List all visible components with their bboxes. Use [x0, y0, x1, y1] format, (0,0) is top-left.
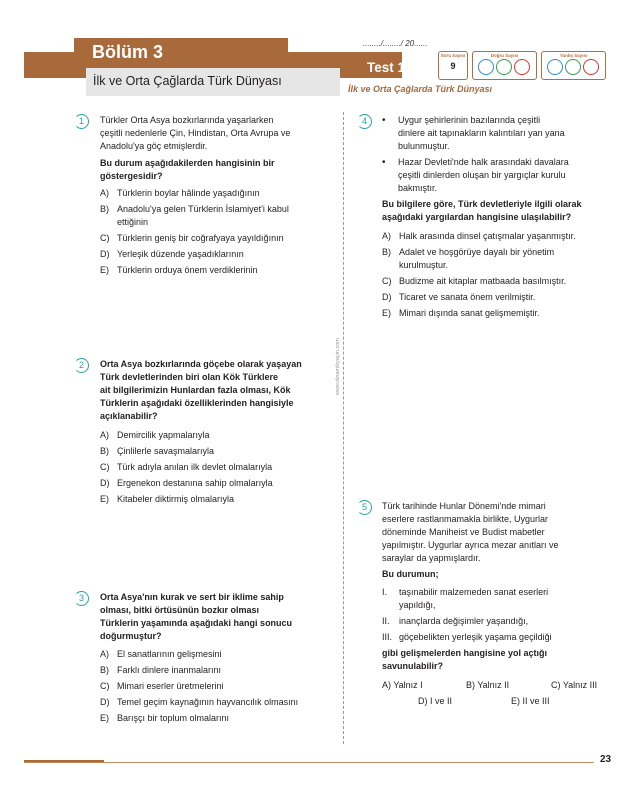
q5-option-c[interactable]: C) Yalnız III: [551, 680, 598, 690]
q4-option-letter: E): [382, 308, 391, 318]
q5-lead: Bu durumun;: [382, 569, 439, 579]
q2-option-letter: D): [100, 478, 110, 488]
correct-count-label: Doğru Sayısı: [490, 53, 519, 58]
q2-option-letter: E): [100, 494, 109, 504]
q2-question-line: açıklanabilir?: [100, 411, 158, 421]
q4-option-letter: A): [382, 231, 391, 241]
q5-stem-line: döneminde Maniheist ve Budist mabetler: [382, 527, 545, 537]
q2-option-a[interactable]: Demircilik yapmalarıyla: [117, 430, 210, 440]
q5-option-b[interactable]: B) Yalnız II: [466, 680, 510, 690]
q1-option-b-cont[interactable]: ettiğinin: [117, 217, 149, 227]
question-count-label: Soru Sayısı: [440, 53, 466, 58]
q2-question-line: ait bilgilerimizin Hunlardan fazla olması, Kök: [100, 385, 291, 395]
q5-item-2: inançlarda değişimler yaşandığı,: [399, 616, 529, 626]
footer-line: [24, 762, 594, 763]
q3-option-letter: C): [100, 681, 110, 691]
q5-item-3: göçebelikten yerleşik yaşama geçildiği: [399, 632, 552, 642]
q5-stem-line: yapılmıştır. Uygurlar ayrıca mezar anıtları ve: [382, 540, 559, 550]
footer-accent: [24, 760, 104, 762]
q3-question-line: olması, bitki örtüsünün bozkır olması: [100, 605, 260, 615]
q2-option-d[interactable]: Ergenekon destanına sahip olmalarıyla: [117, 478, 273, 488]
q2-option-b[interactable]: Çinlilerle savaşmalarıyla: [117, 446, 215, 456]
q5-item-numeral: II.: [382, 616, 390, 626]
q4-option-letter: B): [382, 247, 391, 257]
test-label: Test 1: [367, 60, 406, 75]
q5-question-line: gibi gelişmelerden hangisine yol açtığı: [382, 648, 548, 658]
column-divider: [343, 112, 344, 744]
q3-option-b[interactable]: Farklı dinlere inanmalarını: [117, 665, 222, 675]
q2-question-line: Türklerin aşağıdaki özelliklerinden hangisiyle: [100, 398, 294, 408]
chapter-title: Bölüm 3: [92, 42, 164, 62]
green-circle: [565, 59, 581, 75]
q2-option-letter: A): [100, 430, 109, 440]
publisher-watermark: www.dinamikyayin.com: [335, 338, 341, 395]
q1-option-letter: E): [100, 265, 109, 275]
question-2-number: 2: [74, 358, 89, 373]
q4-option-letter: D): [382, 292, 392, 302]
q1-option-letter: C): [100, 233, 110, 243]
question-4-number: 4: [357, 114, 372, 129]
q4-question-line: Bu bilgilere göre, Türk devletleriyle ilgili olarak: [382, 199, 582, 209]
question-count-value: 9: [450, 61, 456, 71]
q4-option-d[interactable]: Ticaret ve sanata önem verilmiştir.: [399, 292, 536, 302]
q5-stem-line: saraylar da yapmışlardır.: [382, 553, 481, 563]
bullet-dot: •: [382, 157, 386, 168]
q4-bullet1-line: bulunmuştur.: [398, 141, 450, 151]
q3-option-c[interactable]: Mimari eserler üretmelerini: [117, 681, 224, 691]
q3-option-d[interactable]: Temel geçim kaynağının hayvancılık olmasını: [117, 697, 299, 707]
q3-option-letter: B): [100, 665, 109, 675]
q1-question-line: Bu durum aşağıdakilerden hangisinin bir: [100, 158, 275, 168]
q4-bullet2-line: Hazar Devleti'nde halk arasındaki davalara: [398, 157, 569, 167]
q1-stem-line: Türkler Orta Asya bozkırlarında yaşarlarken: [100, 115, 274, 125]
q3-option-a[interactable]: El sanatlarının gelişmesini: [117, 649, 222, 659]
blue-circle: [478, 59, 494, 75]
q4-question-line: aşağıdaki yargılardan hangisine ulaşılabilir?: [382, 212, 572, 222]
q4-bullet1-line: dinlere ait tapınakların kalıntıları yan yana: [398, 128, 565, 138]
q1-question-line: göstergesidir?: [100, 171, 163, 181]
q5-option-a[interactable]: A) Yalnız I: [382, 680, 423, 690]
q1-option-letter: A): [100, 188, 109, 198]
q2-option-letter: B): [100, 446, 109, 456]
q4-option-b[interactable]: Adalet ve hoşgörüye dayalı bir yönetim: [399, 247, 555, 257]
q5-stem-line: Türk tarihinde Hunlar Dönemi'nde mimari: [382, 501, 546, 511]
header-sub: İlk ve Orta Çağlarda Türk Dünyası: [348, 84, 493, 94]
q4-option-c[interactable]: Budizme ait kitaplar matbaada basılmıştır.: [399, 276, 567, 286]
q2-question-line: Orta Asya bozkırlarında göçebe olarak yaşayan: [100, 359, 302, 369]
q1-option-e[interactable]: Türklerin orduya önem verdiklerinin: [117, 265, 258, 275]
blue-circle: [547, 59, 563, 75]
q2-question-line: Türk devletlerinden biri olan Kök Türklere: [100, 372, 279, 382]
score-line: ......../......../ 20......: [363, 39, 428, 48]
q1-option-d[interactable]: Yerleşik düzende yaşadıklarının: [117, 249, 244, 259]
q4-bullet1-line: Uygur şehirlerinin bazılarında çeşitli: [398, 115, 541, 125]
question-count-box: [438, 51, 468, 80]
q1-stem-line: çeşitli nedenlerle Çin, Hindistan, Orta Avrupa ve: [100, 128, 291, 138]
bullet-dot: •: [382, 115, 386, 126]
correct-count-box: [472, 51, 537, 80]
section-subtitle: İlk ve Orta Çağlarda Türk Dünyası: [93, 74, 282, 88]
q2-option-letter: C): [100, 462, 110, 472]
q5-option-d[interactable]: D) I ve II: [418, 696, 453, 706]
q5-option-e[interactable]: E) II ve III: [511, 696, 550, 706]
wrong-count-box: [541, 51, 606, 80]
q5-item-1-cont: yapıldığı,: [399, 600, 436, 610]
question-5-number: 5: [357, 500, 372, 515]
q1-option-b[interactable]: Anadolu'ya gelen Türklerin İslamiyet'i kabul: [117, 204, 289, 214]
q1-option-letter: D): [100, 249, 110, 259]
wrong-count-label: Yanlış Sayısı: [559, 53, 588, 58]
red-circle: [583, 59, 599, 75]
q4-option-e[interactable]: Mimari dışında sanat gelişmemiştir.: [399, 308, 540, 318]
page-number: 23: [600, 754, 612, 765]
q4-bullet2-line: bakmıştır.: [398, 183, 438, 193]
q3-option-letter: A): [100, 649, 109, 659]
q3-question-line: Türklerin yaşamında aşağıdaki hangi sonucu: [100, 618, 293, 628]
q2-option-c[interactable]: Türk adıyla anılan ilk devlet olmalarıyla: [117, 462, 273, 472]
green-circle: [496, 59, 512, 75]
question-1-number: 1: [74, 114, 89, 129]
q3-option-e[interactable]: Barışçı bir toplum olmalarını: [117, 713, 230, 723]
q5-question-line: savunulabilir?: [382, 661, 444, 671]
q3-option-letter: D): [100, 697, 110, 707]
q4-option-a[interactable]: Halk arasında dinsel çatışmalar yaşanmıştır.: [399, 231, 576, 241]
q4-bullet2-line: çeşitli dinlerden oluşan bir yargıçlar kurulu: [398, 170, 566, 180]
red-circle: [514, 59, 530, 75]
question-3-number: 3: [74, 591, 89, 606]
q1-option-a[interactable]: Türklerin boylar hâlinde yaşadığının: [117, 188, 260, 198]
q1-option-letter: B): [100, 204, 109, 214]
q5-item-numeral: I.: [382, 587, 388, 597]
q1-stem-line: Anadolu'ya göç etmişlerdir.: [100, 141, 208, 151]
q5-item-1: taşınabilir malzemeden sanat eserleri: [399, 587, 549, 597]
q5-item-numeral: III.: [382, 632, 393, 642]
q3-question-line: doğurmuştur?: [100, 631, 162, 641]
q4-option-letter: C): [382, 276, 392, 286]
q4-option-b-cont[interactable]: kurulmuştur.: [399, 260, 449, 270]
q3-question-line: Orta Asya'nın kurak ve sert bir iklime sahip: [100, 592, 284, 602]
q2-option-e[interactable]: Kitabeler diktirmiş olmalarıyla: [117, 494, 235, 504]
q3-option-letter: E): [100, 713, 109, 723]
q1-option-c[interactable]: Türklerin geniş bir coğrafyaya yayıldığının: [117, 233, 284, 243]
q5-stem-line: eserlere rastlanmamakla birlikte, Uygurlar: [382, 514, 549, 524]
